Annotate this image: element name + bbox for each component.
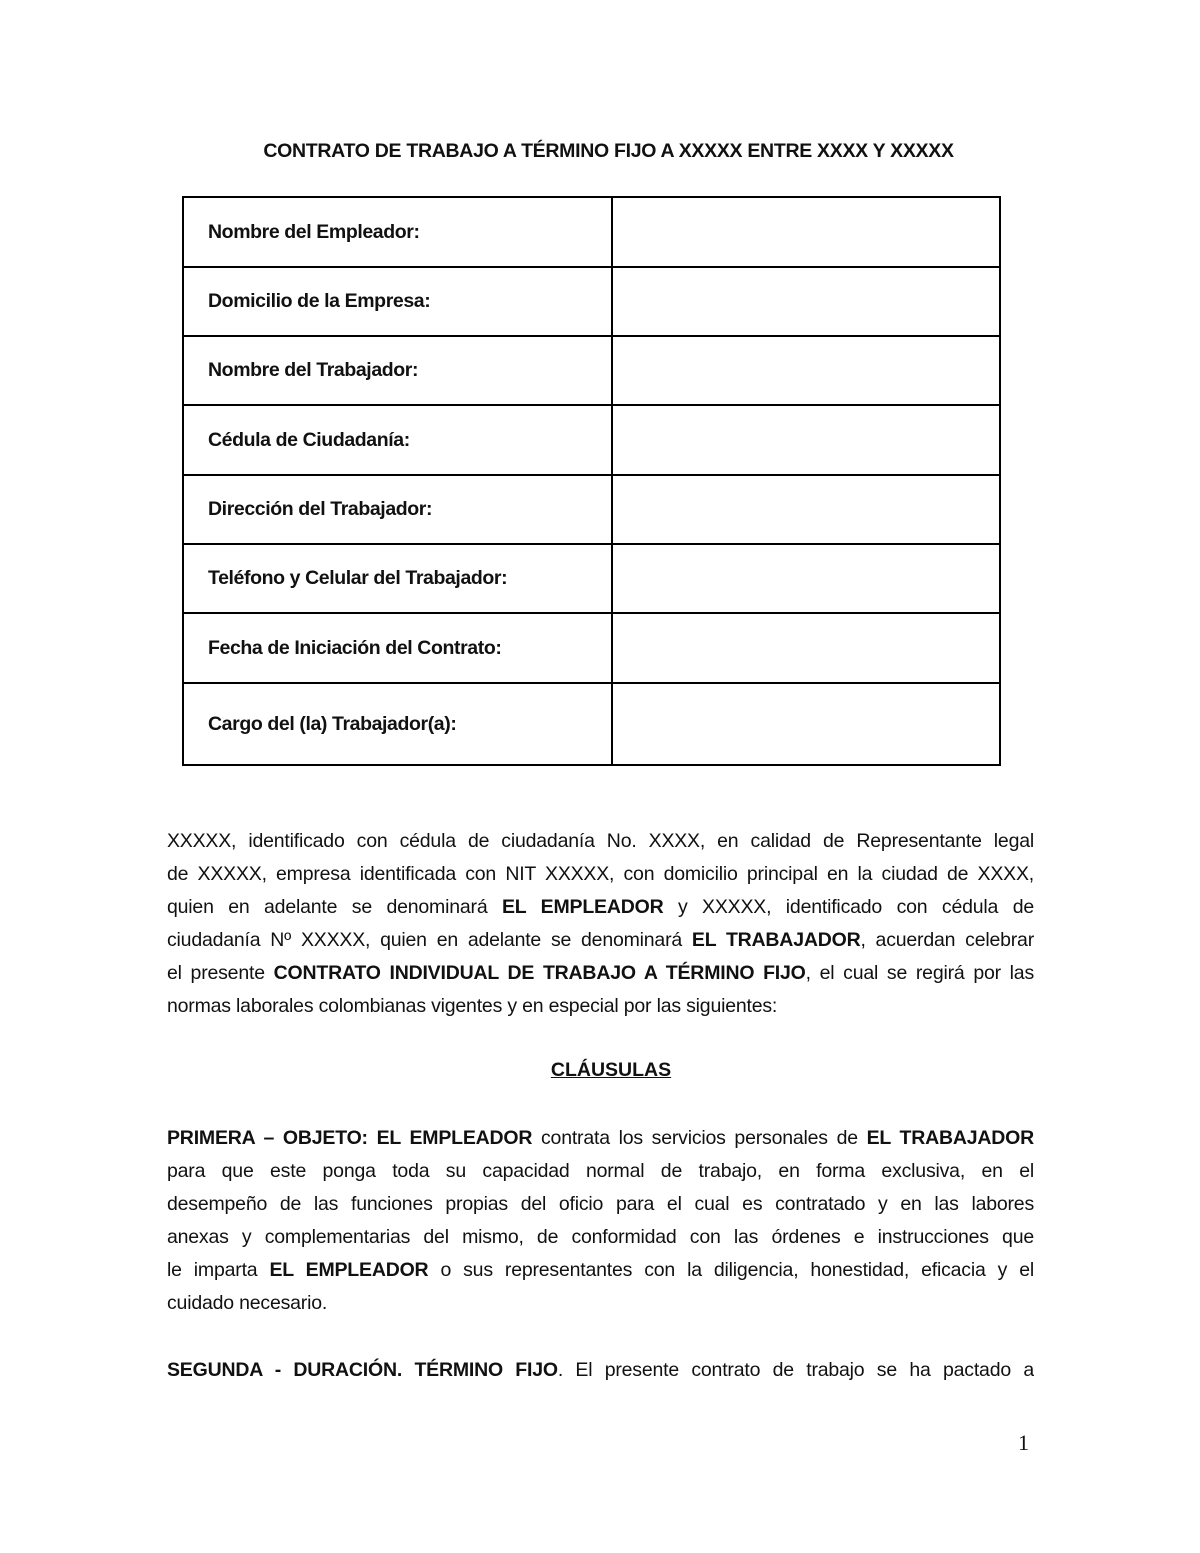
worker-address-value xyxy=(612,475,1000,544)
intro-paragraph xyxy=(167,825,1034,1024)
clause-line xyxy=(167,1354,1034,1387)
id-card-value xyxy=(612,405,1000,475)
worker-name-label: Nombre del Trabajador: xyxy=(183,336,612,405)
text-run: . El presente contrato de trabajo se ha pactado a xyxy=(557,1359,1034,1381)
text-run: le imparta xyxy=(167,1259,270,1282)
employer-name-label: Nombre del Empleador: xyxy=(183,197,612,267)
table-row xyxy=(183,197,1000,267)
clause-line: cuidado necesario. xyxy=(167,1292,328,1315)
worker-name-value xyxy=(612,336,1000,405)
position-label: Cargo del (la) Trabajador(a): xyxy=(183,683,612,765)
clause-segunda xyxy=(167,1354,1034,1387)
bold-worker: EL TRABAJADOR xyxy=(691,929,861,952)
table-row xyxy=(183,405,1000,475)
table-row xyxy=(183,336,1000,405)
contract-info-table xyxy=(182,196,1001,766)
clause-title: SEGUNDA - DURACIÓN. TÉRMINO FIJO xyxy=(167,1359,558,1381)
intro-line xyxy=(167,891,1034,924)
text-run: , el cual se regirá por las xyxy=(805,962,1034,985)
clause-line: desempeño de las funciones propias del oficio para el cual es contratado y en las labores xyxy=(167,1193,1034,1216)
bold-employer: EL EMPLEADOR xyxy=(269,1259,429,1282)
table-row xyxy=(183,613,1000,683)
clause-line: para que este ponga toda su capacidad normal de trabajo, en forma exclusiva, en el xyxy=(167,1160,1034,1183)
intro-line: normas laborales colombianas vigentes y en especial por las siguientes: xyxy=(167,995,778,1018)
worker-address-label: Dirección del Trabajador: xyxy=(183,475,612,544)
text-run: quien en adelante se denominará xyxy=(167,896,502,919)
intro-line: de XXXXX, empresa identificada con NIT XXXXX, con domicilio principal en la ciudad de XXXX, xyxy=(167,863,1034,886)
text-run: el presente xyxy=(167,962,274,985)
company-address-value xyxy=(612,267,1000,336)
worker-phone-label: Teléfono y Celular del Trabajador: xyxy=(183,544,612,613)
start-date-value xyxy=(612,613,1000,683)
clause-primera xyxy=(167,1122,1034,1321)
clause-title: PRIMERA – OBJETO: EL EMPLEADOR xyxy=(167,1127,533,1149)
text-run: , acuerdan celebrar xyxy=(860,929,1034,952)
page-number: 1 xyxy=(1018,1430,1029,1455)
bold-worker: EL TRABAJADOR xyxy=(866,1127,1034,1149)
text-run: o sus representantes con la diligencia, honestidad, eficacia y el xyxy=(428,1259,1034,1282)
company-address-label: Domicilio de la Empresa: xyxy=(183,267,612,336)
intro-line: XXXXX, identificado con cédula de ciudadanía No. XXXX, en calidad de Representante legal xyxy=(167,830,1034,852)
table-row xyxy=(183,475,1000,544)
clause-line: anexas y complementarias del mismo, de conformidad con las órdenes e instrucciones que xyxy=(167,1226,1034,1249)
bold-employer: EL EMPLEADOR xyxy=(501,896,664,919)
document-title: CONTRATO DE TRABAJO A TÉRMINO FIJO A XXXXX ENTRE XXXX Y XXXXX xyxy=(263,140,954,162)
clausulas-heading: CLÁUSULAS xyxy=(550,1059,672,1081)
employer-name-value xyxy=(612,197,1000,267)
clause-line xyxy=(167,1122,1034,1155)
text-run: ciudadanía Nº XXXXX, quien en adelante se denominará xyxy=(167,929,692,952)
id-card-label: Cédula de Ciudadanía: xyxy=(183,405,612,475)
text-run: y XXXXX, identificado con cédula de xyxy=(663,896,1034,919)
intro-line xyxy=(167,924,1034,957)
table-row xyxy=(183,267,1000,336)
position-value xyxy=(612,683,1000,765)
table-row xyxy=(183,683,1000,765)
table-row xyxy=(183,544,1000,613)
bold-contract-type: CONTRATO INDIVIDUAL DE TRABAJO A TÉRMINO FIJO xyxy=(273,962,806,985)
text-run: contrata los servicios personales de xyxy=(532,1127,867,1149)
worker-phone-value xyxy=(612,544,1000,613)
intro-line xyxy=(167,957,1034,990)
start-date-label: Fecha de Iniciación del Contrato: xyxy=(183,613,612,683)
clause-line xyxy=(167,1254,1034,1287)
